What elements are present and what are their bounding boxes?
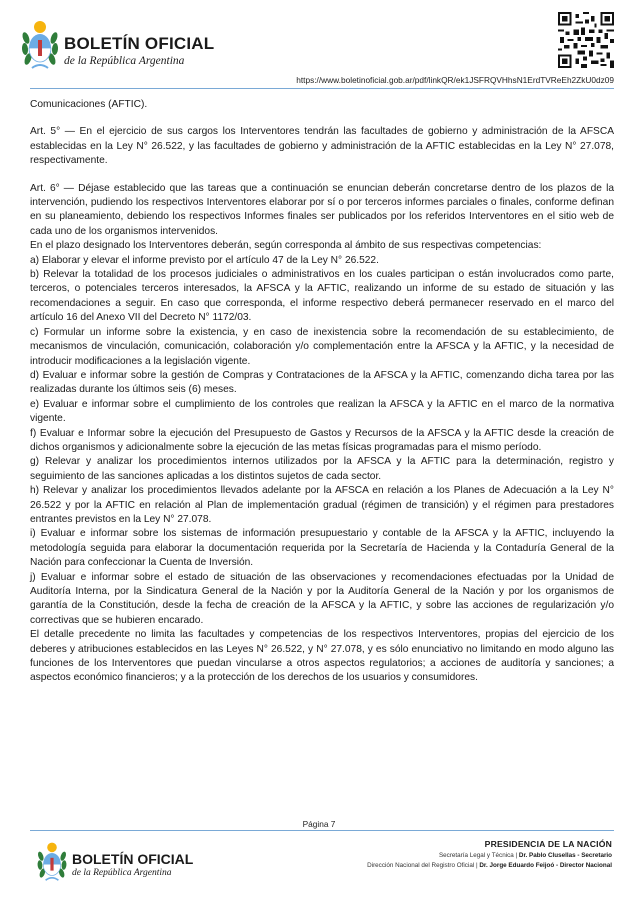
coat-of-arms-icon (36, 838, 68, 884)
list-item: h) Relevar y analizar los procedimientos llevados adelante por la AFSCA en relación a los Planes de Adecuación a la Ley N° 26.522 y por la AFTIC en relación al Plan de implementación gradual (régimen de transición) y el régimen para prestadores entrantes previstos en la Ley N° 27.078. (30, 485, 614, 525)
page-number: Página 7 (302, 819, 336, 829)
paragraph-art-6: Art. 6° — Déjase establecido que las tareas que a continuación se enuncian deberán concretarse dentro de los plazos de la intervención, pudiendo los respectivos Interventores elaborar por sí o por terceros informes parciales o finales, conforme definan en su planeamiento, debiendo los respectivos Informes finales ser publicados por los referidos Interventores en el sitio web de cada uno de los organismos intervenidos. (30, 182, 614, 237)
secretaria-line (367, 852, 612, 859)
header-divider (30, 88, 614, 89)
direccion-line (367, 862, 612, 869)
list-item: f) Evaluar e Informar sobre la ejecución del Presupuesto de Gastos y Recursos de la AFSCA y la AFTIC desde la creación de dichos organismos y adicionalmente sobre la ejecución de las metas físicas programadas para el mismo período. (30, 427, 614, 453)
footer-divider (30, 830, 614, 831)
paragraph: El detalle precedente no limita las facultades y competencias de los respectivos Interventores, propias del ejercicio de los deberes y atribuciones establecidos en las Leyes N° 26.522, y N° 27.078, y es sólo enunciativo no limitando en modo alguno las funciones de los Interventores que puedan vincularse a otros aspectos regulatorios; a acciones de auditoría y sanciones; a aspectos económico financieros; y a la protección de los derechos de los usuarios y consumidores. (30, 629, 614, 684)
footer-title: BOLETÍN OFICIAL (72, 851, 194, 867)
document-body (30, 98, 614, 686)
list-item: d) Evaluar e informar sobre la gestión de Compras y Contrataciones de la AFSCA y la AFTIC, comenzando dicha tarea por las realizadas durante los últimos seis (6) meses. (30, 369, 614, 396)
footer-logo (36, 838, 256, 888)
list-item: a) Elaborar y elevar el informe previsto por el artículo 47 de la Ley N° 26.522. (30, 254, 379, 266)
header-subtitle: de la República Argentina (64, 55, 185, 67)
list-item: c) Formular un informe sobre la existencia, y en caso de inexistencia sobre la recomendación de su establecimiento, de mecanismos de vinculación, comunicación, colaboración y/o complementación entre la AFSCA y la AFTIC, y la necesidad de introducir modificaciones a la legislación vigente. (30, 326, 614, 367)
header-url[interactable]: https://www.boletinoficial.gob.ar/pdf/linkQR/ek1JSFRQVHhsN1ErdTVReEh2ZkU0dz09 (296, 75, 614, 85)
paragraph-art-5: Art. 5° — En el ejercicio de sus cargos los Interventores tendrán las facultades de gobierno y administración de la AFSCA establecidas en la Ley N° 26.522, y las facultades de gobierno y administración de la AFTIC establecidas en la Ley N° 27.078, respectivamente. (30, 126, 614, 167)
list-item: g) Relevar y analizar los procedimientos internos utilizados por la AFSCA y la AFTIC para la determinación, registro y seguimiento de las sanciones aplicadas a los distintos sujetos de cada sector. (30, 456, 614, 482)
paragraph: Comunicaciones (AFTIC). (30, 99, 148, 110)
secretaria-label: Secretaría Legal y Técnica | (438, 852, 519, 859)
list-item: i) Evaluar e informar sobre los sistemas de información presupuestario y contable de la AFSCA y la AFTIC, incluyendo la metodología seguida para elaborar la documentación requerida por la Secretaría de Hacienda y la Contaduría General de la Nación para confeccionar la Cuenta de Inversión. (30, 528, 614, 569)
paragraph: En el plazo designado los Interventores deberán, según corresponda al ámbito de sus respectivas competencias: (30, 240, 542, 252)
boletin-oficial-logo (20, 16, 260, 76)
list-item: j) Evaluar e informar sobre el estado de situación de las observaciones y recomendaciones efectuadas por la Unidad de Auditoría Interna, por la Sindicatura General de la Nación y por la Auditoría General de la Nación y por los organismos de garantía de la Constitución, desde la fecha de creación de la AFSCA y la AFTIC, y sobre las acciones de regularización y/o correctivas que se hubieren encarado. (30, 571, 614, 626)
presidencia-label: PRESIDENCIA DE LA NACIÓN (484, 839, 612, 849)
qr-code-icon[interactable] (558, 12, 614, 68)
direccion-name: Dr. Jorge Eduardo Feijoó - Director Nacional (479, 862, 612, 869)
footer-credits (367, 839, 612, 869)
list-item: b) Relevar la totalidad de los procesos judiciales o administrativos en los cuales participan o están involucrados como parte, terceros, o potenciales terceros interesados, la AFSCA y la AFTIC, realizando un informe de su estado de situación y las recomendaciones a seguir. En caso que corresponda, el informe respectivo deberá permanecer reservado en el marco del artículo 16 del Anexo VII del Decreto N° 1172/03. (30, 269, 614, 324)
direccion-label: Dirección Nacional del Registro Oficial | (367, 862, 480, 869)
header-title: BOLETÍN OFICIAL (64, 34, 215, 53)
footer-subtitle: de la República Argentina (72, 868, 172, 878)
list-item: e) Evaluar e informar sobre el cumplimiento de los controles que realizan la AFSCA y la AFTIC en el marco de la normativa vigente. (30, 398, 614, 425)
secretaria-name: Dr. Pablo Clusellas - Secretario (518, 852, 612, 859)
coat-of-arms-icon (20, 16, 60, 72)
